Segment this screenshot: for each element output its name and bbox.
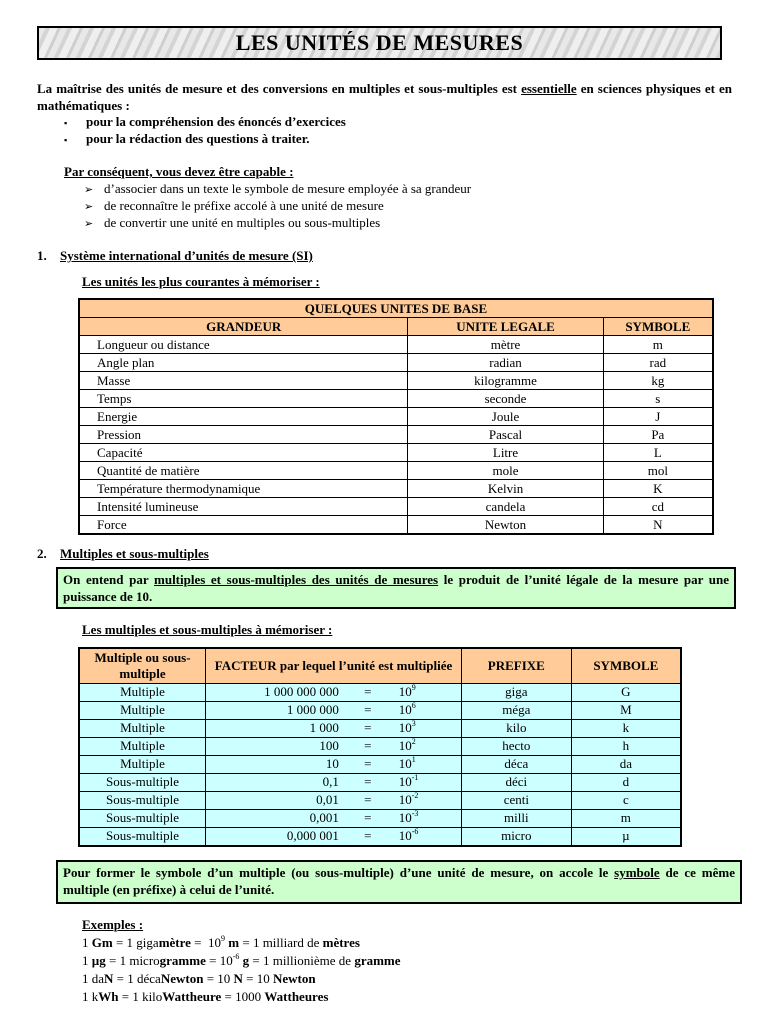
column-header: SYMBOLE bbox=[571, 648, 681, 683]
table-cell: $10^{-3}$ bbox=[389, 809, 462, 827]
table-cell: 0,000 001 bbox=[206, 827, 347, 846]
table-cell: Force bbox=[79, 516, 408, 535]
page-title-box bbox=[37, 26, 722, 60]
table-cell: centi bbox=[461, 791, 571, 809]
table-cell: Multiple bbox=[79, 719, 206, 737]
column-header: GRANDEUR bbox=[79, 318, 408, 336]
table-cell: h bbox=[571, 737, 681, 755]
table-cell: M bbox=[571, 701, 681, 719]
table-cell: 1 000 000 000 bbox=[206, 683, 347, 701]
table-row bbox=[79, 408, 713, 426]
table-cell: mètre bbox=[408, 336, 603, 354]
table-cell: 0,1 bbox=[206, 773, 347, 791]
table-cell: Litre bbox=[408, 444, 603, 462]
table-cell: Intensité lumineuse bbox=[79, 498, 408, 516]
table-cell: s bbox=[603, 390, 713, 408]
table-cell: $10^{-6}$ bbox=[389, 827, 462, 846]
table-row bbox=[79, 390, 713, 408]
table-row bbox=[79, 773, 681, 791]
bullet-item: ▪ pour la rédaction des questions à traiter. bbox=[64, 131, 310, 146]
table-row bbox=[79, 444, 713, 462]
table-cell: µ bbox=[571, 827, 681, 846]
intro-paragraph: La maîtrise des unités de mesure et des conversions en multiples et sous-multiples est essentielle en sciences physiques et en mathématiques : bbox=[37, 81, 733, 113]
table-row bbox=[79, 701, 681, 719]
table-cell: = bbox=[347, 809, 389, 827]
definition-box: On entend par multiples et sous-multiples des unités de mesures le produit de l’unité légale de la mesure par une puissance de 10. bbox=[56, 567, 736, 609]
table-cell: Longueur ou distance bbox=[79, 336, 408, 354]
table-cell: Sous-multiple bbox=[79, 809, 206, 827]
table-caption: QUELQUES UNITES DE BASE bbox=[79, 299, 713, 318]
table-cell: Multiple bbox=[79, 683, 206, 701]
table-cell: mol bbox=[603, 462, 713, 480]
table-cell: = bbox=[347, 755, 389, 773]
table-row bbox=[79, 719, 681, 737]
table-cell: J bbox=[603, 408, 713, 426]
rule-box: Pour former le symbole d’un multiple (ou sous-multiple) d’une unité de mesure, on accole le symbole de ce même multiple (en préfixe) à celui de l’unité. bbox=[56, 860, 742, 904]
section-1-subtitle: Les unités les plus courantes à mémoriser : bbox=[82, 274, 320, 289]
table-cell: = bbox=[347, 773, 389, 791]
arrow-bullet-icon: ➢ bbox=[84, 184, 94, 196]
table-row bbox=[79, 827, 681, 846]
table-cell: = bbox=[347, 719, 389, 737]
table-cell: 1 000 bbox=[206, 719, 347, 737]
table-cell: $10^1$ bbox=[389, 755, 462, 773]
table-cell: micro bbox=[461, 827, 571, 846]
table-cell: Kelvin bbox=[408, 480, 603, 498]
bullet-item: ▪ pour la compréhension des énoncés d’exercices bbox=[64, 114, 346, 129]
table-cell: $10^{-1}$ bbox=[389, 773, 462, 791]
table-cell: mole bbox=[408, 462, 603, 480]
table-cell: milli bbox=[461, 809, 571, 827]
table-cell: da bbox=[571, 755, 681, 773]
table-row bbox=[79, 809, 681, 827]
example-line-micro: 1 µg = 1 microgramme = $10^{-6}$ g = 1 millionième de gramme bbox=[82, 952, 401, 968]
table-cell: kilo bbox=[461, 719, 571, 737]
table-row bbox=[79, 498, 713, 516]
capabilities-heading: Par conséquent, vous devez être capable : bbox=[64, 164, 294, 179]
column-header: UNITE LEGALE bbox=[408, 318, 603, 336]
table-cell: Sous-multiple bbox=[79, 773, 206, 791]
example-line-deca: 1 daN = 1 décaNewton = 10 N = 10 Newton bbox=[82, 971, 316, 986]
section-1-heading: 1. Système international d’unités de mesure (SI) bbox=[37, 248, 313, 263]
table-cell: K bbox=[603, 480, 713, 498]
table-cell: $10^2$ bbox=[389, 737, 462, 755]
table-cell: = bbox=[347, 827, 389, 846]
table-cell: kg bbox=[603, 372, 713, 390]
table-cell: G bbox=[571, 683, 681, 701]
column-header: Multiple ou sous-multiple bbox=[79, 648, 206, 683]
table-cell: = bbox=[347, 791, 389, 809]
arrow-bullet-icon: ➢ bbox=[84, 218, 94, 230]
table-cell: Température thermodynamique bbox=[79, 480, 408, 498]
table-row bbox=[79, 372, 713, 390]
table-cell: Pression bbox=[79, 426, 408, 444]
table-cell: Capacité bbox=[79, 444, 408, 462]
table-cell: 1 000 000 bbox=[206, 701, 347, 719]
table-row bbox=[79, 480, 713, 498]
table-row bbox=[79, 737, 681, 755]
section-2-heading: 2. Multiples et sous-multiples bbox=[37, 546, 209, 561]
multiples-table bbox=[78, 647, 682, 847]
arrow-item: ➢ de convertir une unité en multiples ou sous-multiples bbox=[84, 215, 381, 230]
table-cell: c bbox=[571, 791, 681, 809]
table-cell: Pa bbox=[603, 426, 713, 444]
table-cell: = bbox=[347, 737, 389, 755]
table-row bbox=[79, 462, 713, 480]
table-cell: rad bbox=[603, 354, 713, 372]
table-cell: 100 bbox=[206, 737, 347, 755]
table-cell: $10^9$ bbox=[389, 683, 462, 701]
page-title: LES UNITÉS DE MESURES bbox=[235, 30, 524, 55]
table-cell: L bbox=[603, 444, 713, 462]
table-cell: Newton bbox=[408, 516, 603, 535]
table-cell: 10 bbox=[206, 755, 347, 773]
example-line-giga: 1 Gm = 1 gigamètre = $10^9$ m = 1 milliard de mètres bbox=[82, 934, 360, 950]
column-header: SYMBOLE bbox=[603, 318, 713, 336]
table-row bbox=[79, 336, 713, 354]
table-cell: cd bbox=[603, 498, 713, 516]
table-cell: $10^6$ bbox=[389, 701, 462, 719]
table-cell: 0,01 bbox=[206, 791, 347, 809]
table-cell: m bbox=[571, 809, 681, 827]
table-row bbox=[79, 354, 713, 372]
examples-title: Exemples : bbox=[82, 917, 144, 932]
table-cell: $10^{-2}$ bbox=[389, 791, 462, 809]
table-cell: kilogramme bbox=[408, 372, 603, 390]
table-cell: hecto bbox=[461, 737, 571, 755]
table-row bbox=[79, 426, 713, 444]
table-row bbox=[79, 516, 713, 535]
table-cell: giga bbox=[461, 683, 571, 701]
section-2-subtitle: Les multiples et sous-multiples à mémoriser : bbox=[82, 622, 333, 637]
table-cell: déca bbox=[461, 755, 571, 773]
table-cell: Temps bbox=[79, 390, 408, 408]
table-cell: Multiple bbox=[79, 737, 206, 755]
table-cell: Pascal bbox=[408, 426, 603, 444]
table-cell: k bbox=[571, 719, 681, 737]
table-cell: méga bbox=[461, 701, 571, 719]
table-cell: radian bbox=[408, 354, 603, 372]
table-cell: Joule bbox=[408, 408, 603, 426]
table-cell: candela bbox=[408, 498, 603, 516]
column-header: FACTEUR par lequel l’unité est multipliée bbox=[206, 648, 462, 683]
table-cell: Energie bbox=[79, 408, 408, 426]
base-units-table bbox=[78, 298, 714, 535]
table-cell: N bbox=[603, 516, 713, 535]
table-row bbox=[79, 791, 681, 809]
table-cell: seconde bbox=[408, 390, 603, 408]
table-cell: Sous-multiple bbox=[79, 791, 206, 809]
table-cell: Multiple bbox=[79, 755, 206, 773]
arrow-item: ➢ d’associer dans un texte le symbole de mesure employée à sa grandeur bbox=[84, 181, 472, 196]
table-cell: déci bbox=[461, 773, 571, 791]
example-line-kilo: 1 kWh = 1 kiloWattheure = 1000 Wattheures bbox=[82, 989, 329, 1004]
table-cell: Quantité de matière bbox=[79, 462, 408, 480]
table-cell: $10^3$ bbox=[389, 719, 462, 737]
square-bullet-icon: ▪ bbox=[64, 118, 68, 129]
table-cell: 0,001 bbox=[206, 809, 347, 827]
table-cell: Sous-multiple bbox=[79, 827, 206, 846]
column-header: PREFIXE bbox=[461, 648, 571, 683]
arrow-bullet-icon: ➢ bbox=[84, 201, 94, 213]
arrow-item: ➢ de reconnaître le préfixe accolé à une unité de mesure bbox=[84, 198, 384, 213]
table-cell: m bbox=[603, 336, 713, 354]
table-cell: Angle plan bbox=[79, 354, 408, 372]
square-bullet-icon: ▪ bbox=[64, 135, 68, 146]
table-cell: = bbox=[347, 701, 389, 719]
table-cell: = bbox=[347, 683, 389, 701]
table-cell: Masse bbox=[79, 372, 408, 390]
table-cell: Multiple bbox=[79, 701, 206, 719]
table-row bbox=[79, 683, 681, 701]
table-row bbox=[79, 755, 681, 773]
table-cell: d bbox=[571, 773, 681, 791]
